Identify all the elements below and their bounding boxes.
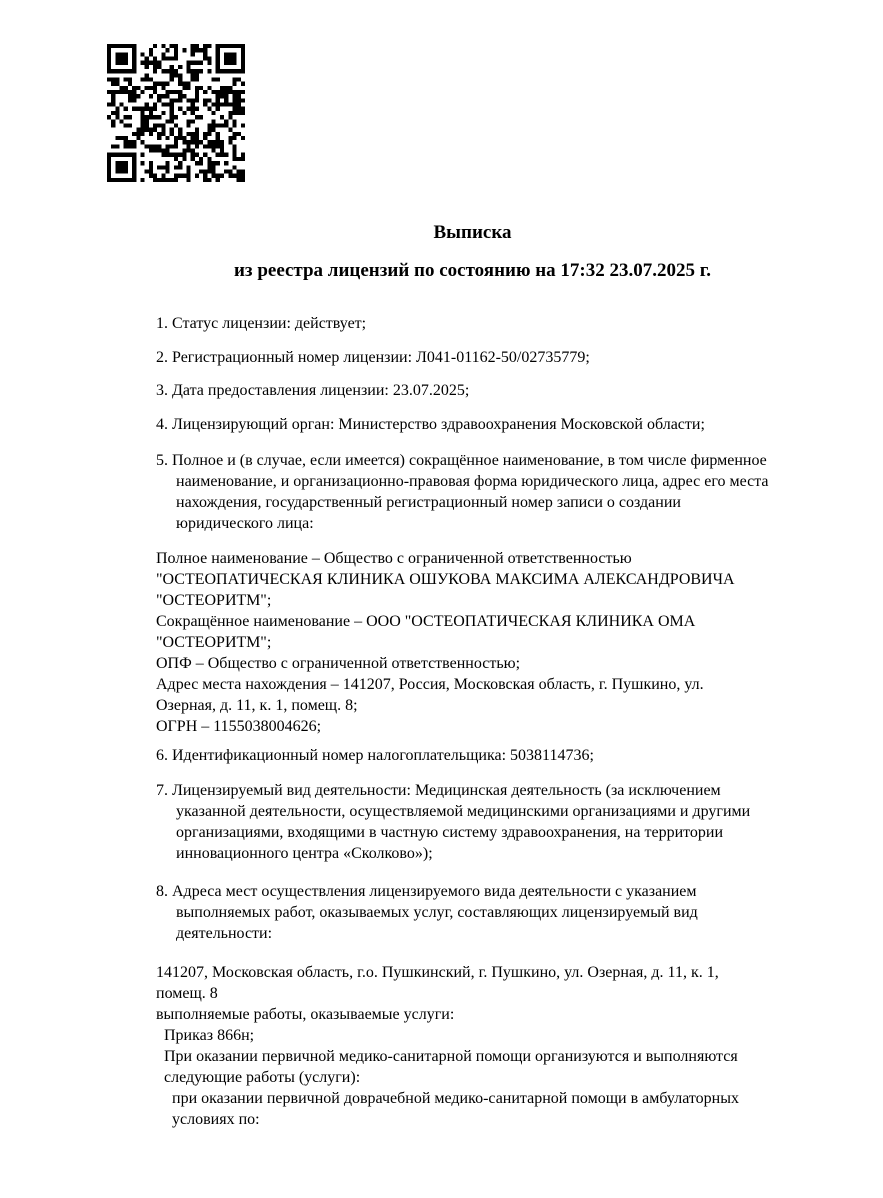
licensing-authority: 4. Лицензирующий орган: Министерство здравоохранения Московской области; [156, 416, 705, 433]
prehospital-care-line-cont: условиях по: [172, 1111, 260, 1128]
item-7-line-4: инновационного центра «Сколково»); [176, 845, 433, 862]
item-5 [156, 450, 856, 534]
license-date: 3. Дата предоставления лицензии: 23.07.2025; [156, 382, 470, 399]
activity-address [156, 962, 846, 1130]
item-7-line-2: указанной деятельности, осуществляемой медицинскими организациями и другими [176, 803, 751, 820]
org-full-name-end: "ОСТЕОРИТМ"; [156, 592, 272, 609]
item-5-line-1: 5. Полное и (в случае, если имеется) сокращённое наименование, в том числе фирменное [156, 452, 767, 469]
inn: 6. Идентификационный номер налогоплательщика: 5038114736; [156, 747, 594, 764]
activity-address-line: 141207, Московская область, г.о. Пушкинский, г. Пушкино, ул. Озерная, д. 11, к. 1, [156, 964, 719, 981]
item-7-line-3: организациями, входящими в частную систему здравоохранения, на территории [176, 824, 724, 841]
primary-care-line-cont: следующие работы (услуги): [164, 1069, 361, 1086]
prehospital-care-line: при оказании первичной доврачебной медико-санитарной помощи в амбулаторных [172, 1090, 739, 1107]
org-address: Адрес места нахождения – 141207, Россия, Московская область, г. Пушкино, ул. [156, 676, 704, 693]
registration-number: 2. Регистрационный номер лицензии: Л041-01162-50/02735779; [156, 349, 590, 366]
primary-care-line: При оказании первичной медико-санитарной помощи организуются и выполняются [164, 1048, 738, 1065]
item-8-line-2: выполняемых работ, оказываемых услуг, составляющих лицензируемый вид [176, 904, 698, 921]
item-7 [156, 780, 846, 864]
item-8 [156, 881, 846, 944]
item-8-line-3: деятельности: [176, 925, 273, 942]
document-title: Выписка [433, 222, 512, 243]
org-short-name-end: "ОСТЕОРИТМ"; [156, 634, 272, 651]
org-short-name: Сокращённое наименование – ООО "ОСТЕОПАТИЧЕСКАЯ КЛИНИКА ОМА [156, 613, 696, 630]
org-ogrn: ОГРН – 1155038004626; [156, 718, 322, 735]
works-label: выполняемые работы, оказываемые услуги: [156, 1006, 455, 1023]
order-866n: Приказ 866н; [164, 1027, 255, 1044]
org-full-name-cont: "ОСТЕОПАТИЧЕСКАЯ КЛИНИКА ОШУКОВА МАКСИМА АЛЕКСАНДРОВИЧА [156, 571, 735, 588]
document-subtitle: из реестра лицензий по состоянию на 17:32 23.07.2025 г. [233, 260, 711, 281]
organization-details [156, 548, 846, 737]
item-5-line-4: юридического лица: [176, 515, 314, 532]
item-7-line-1: 7. Лицензируемый вид деятельности: Медицинская деятельность (за исключением [156, 782, 721, 799]
org-opf: ОПФ – Общество с ограниченной ответственностью; [156, 655, 521, 672]
org-full-name: Полное наименование – Общество с ограниченной ответственностью [156, 550, 632, 567]
qr-code-icon [107, 44, 245, 182]
item-5-line-3: нахождения, государственный регистрационный номер записи о создании [176, 494, 681, 511]
item-8-line-1: 8. Адреса мест осуществления лицензируемого вида деятельности с указанием [156, 883, 697, 900]
org-address-cont: Озерная, д. 11, к. 1, помещ. 8; [156, 697, 358, 714]
license-status: 1. Статус лицензии: действует; [156, 315, 367, 332]
item-5-line-2: наименование, и организационно-правовая форма юридического лица, адрес его места [176, 473, 769, 490]
activity-address-cont: помещ. 8 [156, 985, 218, 1002]
